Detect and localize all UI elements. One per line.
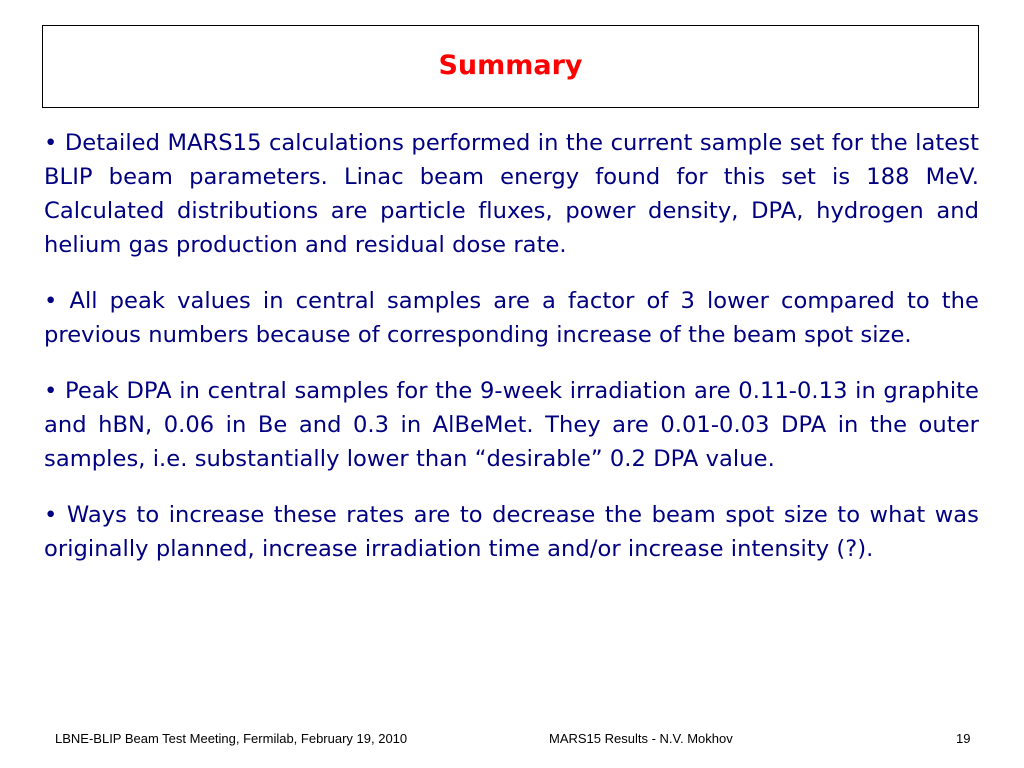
bullet-text: Peak DPA in central samples for the 9-week irradiation are 0.11-0.13 in graphite and hBN, 0.06 in Be and 0.3 in AlBeMet. They are 0.01-0.03 DPA in the outer samples, i.e. substantially lower than “desirable” 0.2 DPA value.	[44, 378, 980, 472]
bullet-item	[44, 374, 979, 476]
footer-meeting-info: LBNE-BLIP Beam Test Meeting, Fermilab, February 19, 2010	[55, 731, 408, 746]
bullet-item	[44, 126, 979, 262]
bullet-text: Ways to increase these rates are to decrease the beam spot size to what was originally planned, increase irradiation time and/or increase intensity (?).	[44, 502, 979, 562]
bullet-text: Detailed MARS15 calculations performed in the current sample set for the latest BLIP beam parameters. Linac beam energy found for this set is 188 MeV. Calculated distributions are particle fluxes, power density, DPA, hydrogen and helium gas production and residual dose rate.	[44, 130, 979, 258]
bullet-symbol: •	[44, 288, 58, 314]
bullet-item	[44, 498, 979, 566]
bullet-text: All peak values in central samples are a factor of 3 lower compared to the previous numbers because of corresponding increase of the beam spot size.	[44, 288, 980, 348]
title-box	[42, 25, 979, 108]
bullet-symbol: •	[44, 378, 58, 404]
footer-presentation-title: MARS15 Results - N.V. Mokhov	[549, 731, 733, 746]
bullet-list	[44, 126, 979, 588]
footer-page-number: 19	[956, 731, 971, 746]
bullet-symbol: •	[44, 130, 58, 156]
bullet-symbol: •	[44, 502, 58, 528]
slide-title: Summary	[438, 50, 583, 81]
bullet-item	[44, 284, 979, 352]
